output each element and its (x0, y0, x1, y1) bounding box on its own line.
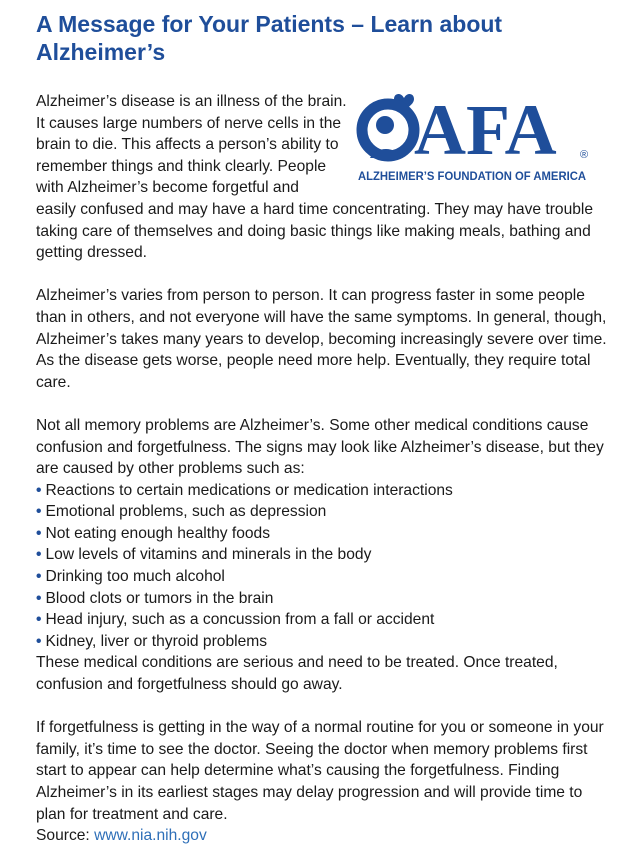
list-item-text: Head injury, such as a concussion from a fall or accident (45, 611, 435, 629)
bullet-icon: • (36, 611, 42, 629)
page-title: A Message for Your Patients – Learn about Alzheimer’s (36, 11, 503, 65)
bullet-icon: • (36, 589, 42, 607)
bullet-icon: • (36, 503, 42, 521)
list-item-text: Not eating enough healthy foods (45, 524, 271, 542)
list-item (36, 631, 608, 653)
source-label: Source: (36, 827, 90, 845)
list-item (36, 566, 608, 588)
list-item (36, 544, 608, 566)
list-item-text: Blood clots or tumors in the brain (45, 589, 274, 607)
paragraph-progression: Alzheimer’s varies from person to person. It can progress faster in some people than in others, and not everyone will have the same symptoms. In general, though, Alzheimer’s takes many years to develop, becoming increasingly severe over time. As the disease gets worse, people need more help. Eventually, they require total care. (36, 287, 607, 391)
logo-letters: AFA (414, 90, 557, 170)
list-item-text: Low levels of vitamins and minerals in the body (45, 546, 372, 564)
logo-org-name: ALZHEIMER’S FOUNDATION OF AMERICA (358, 169, 587, 183)
bullet-icon: • (36, 524, 42, 542)
conditions-list (36, 480, 608, 653)
bullet-icon: • (36, 568, 42, 586)
source-link[interactable]: www.nia.nih.gov (94, 827, 207, 845)
intro-line: Alzheimer’s disease is an illness of the brain. (36, 93, 347, 110)
list-item-text: Kidney, liver or thyroid problems (45, 632, 268, 650)
list-item (36, 501, 608, 523)
intro-line: brain to die. This affects a person’s ability to (36, 136, 339, 154)
list-item-text: Emotional problems, such as depression (45, 503, 327, 521)
bullet-icon: • (36, 481, 42, 499)
intro-line: remember things and think clearly. People (36, 157, 327, 175)
list-item-text: Reactions to certain medications or medication interactions (45, 481, 453, 499)
paragraph-see-doctor: If forgetfulness is getting in the way of a normal routine for you or someone in your family, it’s time to see the doctor. Seeing the doctor when memory problems first start to appear can help determine what’s causing the forgetfulness. Finding Alzheimer’s in its earliest stages may delay progression and will provide time to plan for treatment and care. (36, 719, 604, 823)
intro-lines (36, 91, 348, 199)
article-body (36, 91, 608, 847)
paragraph-other-conditions: Not all memory problems are Alzheimer’s. Some other medical conditions cause confusion and forgetfulness. The signs may look like Alzheimer’s disease, but they are caused by other problems such as: (36, 416, 604, 478)
intro-continuation: easily confused and may have a hard time concentrating. They may have trouble taking care of themselves and doing basic things like making meals, bathing and getting dressed. (36, 200, 594, 262)
paragraph-treatment: These medical conditions are serious and need to be treated. Once treated, confusion and forgetfulness should go away. (36, 654, 558, 694)
intro-line: with Alzheimer’s become forgetful and (36, 179, 299, 197)
list-item (36, 523, 608, 545)
intro-line: It causes large numbers of nerve cells in the (36, 114, 342, 132)
source-line (36, 825, 608, 847)
bullet-icon: • (36, 632, 42, 650)
list-item-text: Drinking too much alcohol (45, 568, 225, 586)
list-item (36, 609, 608, 631)
registered-mark: ® (580, 149, 589, 161)
list-item (36, 588, 608, 610)
bullet-icon: • (36, 546, 42, 564)
list-item (36, 480, 608, 502)
